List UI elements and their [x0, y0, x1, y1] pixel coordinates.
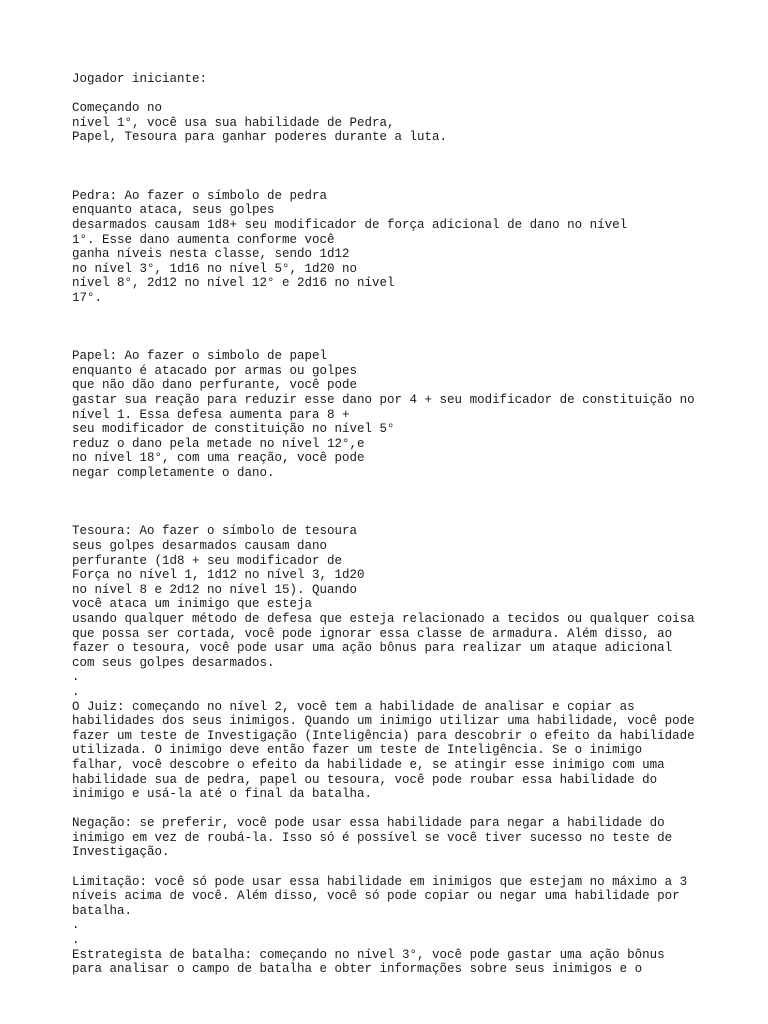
text-line	[72, 306, 752, 321]
text-line: inimigo e usá-la até o final da batalha.	[72, 787, 373, 802]
text-line	[72, 495, 752, 510]
text-line: ganha níveis nesta classe, sendo 1d12	[72, 247, 350, 262]
text-line: Força no nível 1, 1d12 no nível 3, 1d20	[72, 568, 365, 583]
text-line: Papel, Tesoura para ganhar poderes durante a luta.	[72, 130, 448, 145]
text-line: .	[72, 670, 80, 685]
text-line: falhar, você descobre o efeito da habilidade e, se atingir esse inimigo com uma	[72, 757, 665, 772]
text-line: nível 1°, você usa sua habilidade de Pedra,	[72, 115, 395, 130]
text-line: no nível 8 e 2d12 no nível 15). Quando	[72, 582, 358, 597]
text-line	[72, 481, 752, 496]
text-line: habilidades dos seus inimigos. Quando um inimigo utilizar uma habilidade, você pode	[72, 714, 695, 729]
text-line: no nível 3°, 1d16 no nível 5°, 1d20 no	[72, 261, 358, 276]
text-line: com seus golpes desarmados.	[72, 655, 275, 670]
text-line: .	[72, 933, 80, 948]
text-line	[72, 160, 752, 175]
text-line	[72, 510, 752, 525]
text-line: Pedra: Ao fazer o símbolo de pedra	[72, 188, 328, 203]
text-line: que possa ser cortada, você pode ignorar essa classe de armadura. Além disso, ao	[72, 626, 673, 641]
text-line: Tesoura: Ao fazer o símbolo de tesoura	[72, 524, 358, 539]
text-line: enquanto é atacado por armas ou golpes	[72, 363, 358, 378]
text-line: negar completamente o dano.	[72, 466, 275, 481]
text-line: usando qualquer método de defesa que esteja relacionado a tecidos ou qualquer coisa	[72, 611, 695, 626]
text-line: Papel: Ao fazer o simbolo de papel	[72, 349, 328, 364]
text-line: para analisar o campo de batalha e obter informações sobre seus inimigos e o	[72, 962, 643, 977]
text-line: inimigo em vez de roubá-la. Isso só é possível se você tiver sucesso no teste de	[72, 830, 673, 845]
text-line	[72, 174, 752, 189]
text-line: fazer o tesoura, você pode usar uma ação bônus para realizar um ataque adicional	[72, 641, 673, 656]
text-line: enquanto ataca, seus golpes	[72, 203, 275, 218]
text-line: seus golpes desarmados causam dano	[72, 539, 328, 553]
text-line: utilizada. O inimigo deve então fazer um teste de Inteligência. Se o inimigo	[72, 743, 643, 758]
text-line: desarmados causam 1d8+ seu modificador de força adicional de dano no nível	[72, 217, 628, 232]
text-line	[72, 335, 752, 350]
text-line: Começando no	[72, 101, 163, 116]
text-line: Jogador iniciante:	[72, 72, 208, 86]
text-line: batalha.	[72, 903, 133, 918]
text-line: O Juiz: começando no nível 2, você tem a habilidade de analisar e copiar as	[72, 699, 635, 714]
text-line: no nível 18°, com uma reação, você pode	[72, 451, 365, 466]
text-line: nível 1. Essa defesa aumenta para 8 +	[72, 407, 350, 422]
text-line	[72, 145, 752, 160]
text-line	[72, 860, 752, 875]
text-line: Estrategista de batalha: começando no nível 3°, você pode gastar uma ação bônus	[72, 947, 665, 962]
text-line: .	[72, 684, 80, 699]
text-line: que não dão dano perfurante, você pode	[72, 378, 358, 393]
document-page	[72, 72, 752, 977]
text-line: 17°.	[72, 290, 103, 305]
text-line	[72, 802, 752, 817]
text-line	[72, 320, 752, 335]
text-line: Investigação.	[72, 845, 170, 860]
text-line: você ataca um inimigo que esteja	[72, 597, 313, 612]
text-line: nível 8°, 2d12 no nível 12° e 2d16 no nível	[72, 276, 395, 291]
text-line: seu modificador de constituição no nível 5°	[72, 422, 395, 437]
text-line: reduz o dano pela metade no nível 12°,e	[72, 436, 365, 451]
text-line: 1°. Esse dano aumenta conforme você	[72, 232, 335, 247]
text-line: habilidade sua de pedra, papel ou tesoura, você pode roubar essa habilidade do	[72, 772, 658, 787]
text-line	[72, 87, 752, 102]
text-line: Limitação: você só pode usar essa habilidade em inimigos que estejam no máximo a 3	[72, 874, 688, 889]
text-line: fazer um teste de Investigação (Inteligência) para descobrir o efeito da habilidade	[72, 728, 695, 743]
text-line: gastar sua reação para reduzir esse dano por 4 + seu modificador de constituição no	[72, 393, 695, 408]
text-line: perfurante (1d8 + seu modificador de	[72, 553, 343, 568]
text-line: Negação: se preferir, você pode usar essa habilidade para negar a habilidade do	[72, 816, 665, 831]
text-line: níveis acima de você. Além disso, você só pode copiar ou negar uma habilidade por	[72, 889, 680, 904]
text-line: .	[72, 918, 80, 933]
